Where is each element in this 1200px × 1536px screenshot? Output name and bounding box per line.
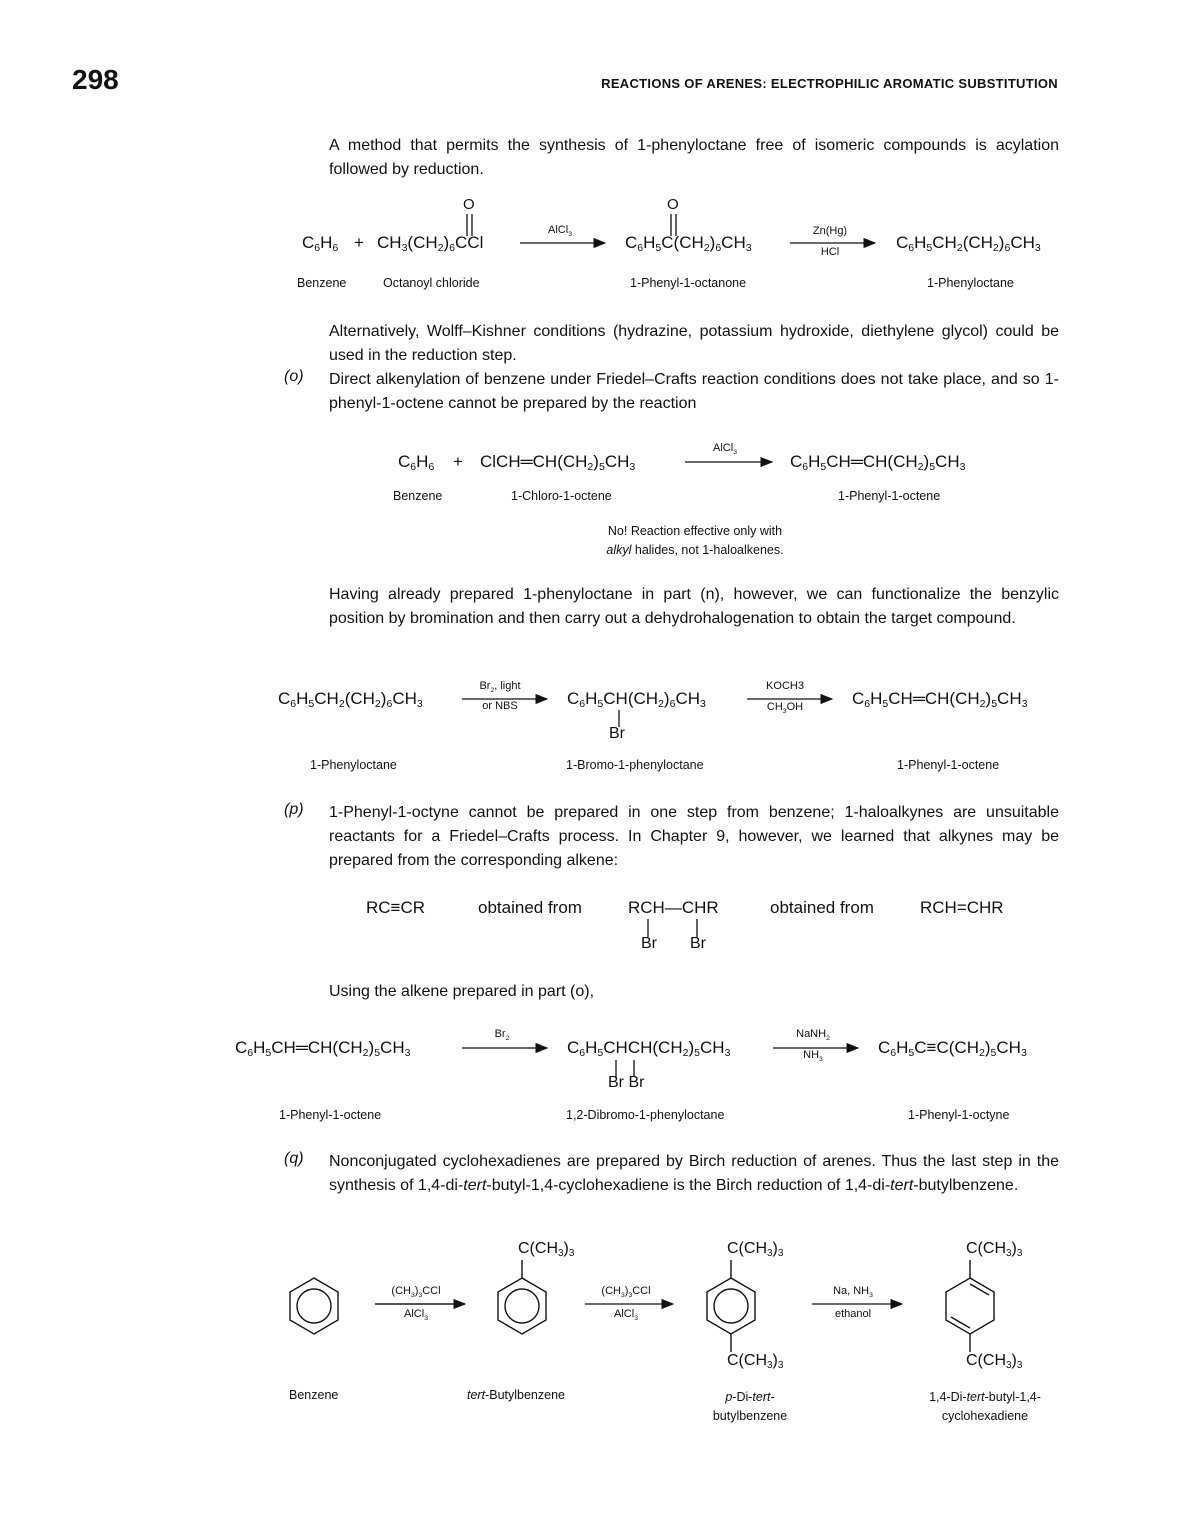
bromine-substituent: Br (609, 725, 625, 742)
note-line-1: No! Reaction effective only with (607, 524, 783, 538)
general-dibromide: RCH—CHR (628, 898, 719, 917)
label-benzene-o: Benzene (393, 489, 443, 503)
tbu-group-2: $C(CH_3)_3$ (727, 1240, 784, 1259)
alkylation-reagent-2: $(CH_3)_3CCl$ (601, 1285, 651, 1299)
ammonia-solvent: $NH_3$ (803, 1049, 823, 1063)
general-alkene: RCH=CHR (920, 898, 1004, 917)
general-br-1: Br (641, 935, 657, 952)
bromination-reagent: $Br_2$, light (479, 680, 521, 694)
part-p-paragraph: 1-Phenyl-1-octyne cannot be prepared in one step from benzene; 1-haloalkynes are unsuitable reactants for a Friedel–Crafts process. In Chapter 9, however, we learned that alkynes may be prepared from the corresponding alkene: (329, 804, 1059, 869)
label-tert-butylbenzene: tert-Butylbenzene (467, 1388, 565, 1402)
part-p-tag: (p) (284, 801, 304, 818)
sodium-amide-reagent: NaNH$_2$ (796, 1028, 830, 1042)
elimination-solvent: $CH_3OH$ (766, 701, 804, 715)
tbu-group-3: $C(CH_3)_3$ (727, 1352, 784, 1371)
tbu-group-4: $C(CH_3)_3$ (966, 1240, 1023, 1259)
label-phenyl-octyne: 1-Phenyl-1-octyne (908, 1108, 1010, 1122)
arrow-o-reagent: AlCl$_3$ (713, 442, 737, 456)
phenyl-octene-formula: $C_6H_5CH═CH(CH_2)_5CH_3$ (790, 452, 966, 473)
general-alkyne: RC≡CR (366, 898, 426, 917)
wolff-kishner-paragraph: Alternatively, Wolff–Kishner conditions (hydrazine, potassium hydroxide, diethylene glycol) could be used in the reduction step. (329, 323, 1059, 364)
obtained-from-1: obtained from (478, 898, 582, 917)
label-benzene-q: Benzene (289, 1388, 339, 1402)
bromine-pair: Br Br (608, 1074, 645, 1091)
plus-sign-o: + (453, 452, 463, 471)
tbu-group-5: $C(CH_3)_3$ (966, 1352, 1023, 1371)
phenyloctane-formula: $C_6H_5CH_2(CH_2)_6CH_3$ (896, 233, 1041, 254)
part-o-paragraph: Direct alkenylation of benzene under Friedel–Crafts reaction conditions does not take place, and so 1-phenyl-1-octene cannot be prepared by the reaction (329, 371, 1059, 412)
obtained-from-2: obtained from (770, 898, 874, 917)
octanoyl-chloride-formula: $CH_3(CH_2)_6CCl$ (377, 233, 484, 254)
label-dibromo-phenyloctane: 1,2-Dibromo-1-phenyloctane (566, 1108, 725, 1122)
phenyloctane-start: $C_6H_5CH_2(CH_2)_6CH_3$ (278, 689, 423, 710)
birch-solvent: ethanol (834, 1308, 872, 1320)
page-number: 298 (72, 64, 119, 95)
no-reaction-note (580, 522, 810, 560)
label-phenyloctane-2: 1-Phenyloctane (310, 758, 397, 772)
label-phenyloctane: 1-Phenyloctane (927, 276, 1014, 290)
chloro-octene-formula: $ClCH═CH(CH_2)_5CH_3$ (480, 452, 636, 473)
elimination-base: KOCH3 (766, 680, 804, 692)
cyclohexadiene-ring (946, 1260, 994, 1352)
bromo-phenyloctane-formula: $C_6H_5CH(CH_2)_6CH_3$ (567, 689, 706, 710)
label-p-di-tert-butylbenzene: p-Di-tert- butylbenzene (712, 1390, 788, 1423)
label-phenyl-octene-p: 1-Phenyl-1-octene (279, 1108, 382, 1122)
dibromo-phenyloctane-formula: $C_6H_5CHCH(CH_2)_5CH_3$ (567, 1038, 731, 1059)
benzene-formula: $C_6H_6$ (302, 233, 339, 254)
tert-butylbenzene-ring (498, 1260, 546, 1334)
intro-paragraph: A method that permits the synthesis of 1-phenyloctane free of isomeric compounds is acylation followed by reduction. (329, 137, 1059, 178)
alkylation-catalyst-2: AlCl$_3$ (614, 1308, 638, 1322)
part-q-tag: (q) (284, 1150, 304, 1167)
note-line-2: alkyl halides, not 1-haloalkenes. (606, 543, 784, 557)
part-q-paragraph: Nonconjugated cyclohexadienes are prepared by Birch reduction of arenes. Thus the last step in the synthesis of 1,4-di-tert-butyl-1,4-cyclohexadiene is the Birch reduction of 1,4-di-tert-butylbenzene. (329, 1153, 1059, 1194)
label-chloro-octene: 1-Chloro-1-octene (511, 489, 612, 503)
benzene-ring (290, 1278, 338, 1334)
alkylation-reagent-1: $(CH_3)_3CCl$ (391, 1285, 441, 1299)
running-title: REACTIONS OF ARENES: ELECTROPHILIC AROMATIC SUBSTITUTION (601, 76, 1058, 91)
benzylic-bromination-paragraph: Having already prepared 1-phenyloctane in part (n), however, we can functionalize the benzylic position by bromination and then carry out a dehydrohalogenation to obtain the target compound. (329, 586, 1059, 627)
arrow2-reagent-above: Zn(Hg) (812, 225, 848, 237)
plus-sign: + (354, 233, 364, 252)
carbonyl-oxygen-2: O (667, 196, 679, 213)
label-phenyl-octene-o: 1-Phenyl-1-octene (838, 489, 941, 503)
alkylation-catalyst-1: AlCl$_3$ (404, 1308, 428, 1322)
p-di-tert-butylbenzene-ring (707, 1260, 755, 1352)
birch-reagent: Na, $NH_3$ (833, 1285, 873, 1299)
br2-reagent: $Br_2$ (494, 1028, 510, 1042)
arrow2-reagent-below: HCl (820, 246, 840, 258)
phenyl-octyne-formula: $C_6H_5C\equiv C(CH_2)_5CH_3$ (878, 1038, 1027, 1059)
part-o-tag: (o) (284, 368, 304, 385)
label-cyclohexadiene: 1,4-Di-tert-butyl-1,4- cyclohexadiene (929, 1390, 1041, 1423)
arrow1-reagent: AlCl$_3$ (548, 224, 572, 238)
benzene-formula-o: $C_6H_6$ (398, 452, 435, 473)
label-benzene: Benzene (297, 276, 347, 290)
using-alkene-paragraph: Using the alkene prepared in part (o), (329, 983, 595, 1000)
carbonyl-oxygen-1: O (463, 196, 475, 213)
phenyl-octene-start-p: $C_6H_5CH═CH(CH_2)_5CH_3$ (235, 1038, 411, 1059)
label-octanoyl-chloride: Octanoyl chloride (383, 276, 480, 290)
bromination-reagent-alt: or NBS (482, 700, 518, 712)
label-phenyl-octene-2: 1-Phenyl-1-octene (897, 758, 1000, 772)
phenyl-octanone-formula: $C_6H_5C(CH_2)_6CH_3$ (625, 233, 752, 254)
phenyl-octene-product: $C_6H_5CH═CH(CH_2)_5CH_3$ (852, 689, 1028, 710)
label-bromo-phenyloctane: 1-Bromo-1-phenyloctane (566, 758, 704, 772)
tbu-group-1: $C(CH_3)_3$ (518, 1240, 575, 1259)
general-br-2: Br (690, 935, 706, 952)
label-phenyl-octanone: 1-Phenyl-1-octanone (630, 276, 747, 290)
